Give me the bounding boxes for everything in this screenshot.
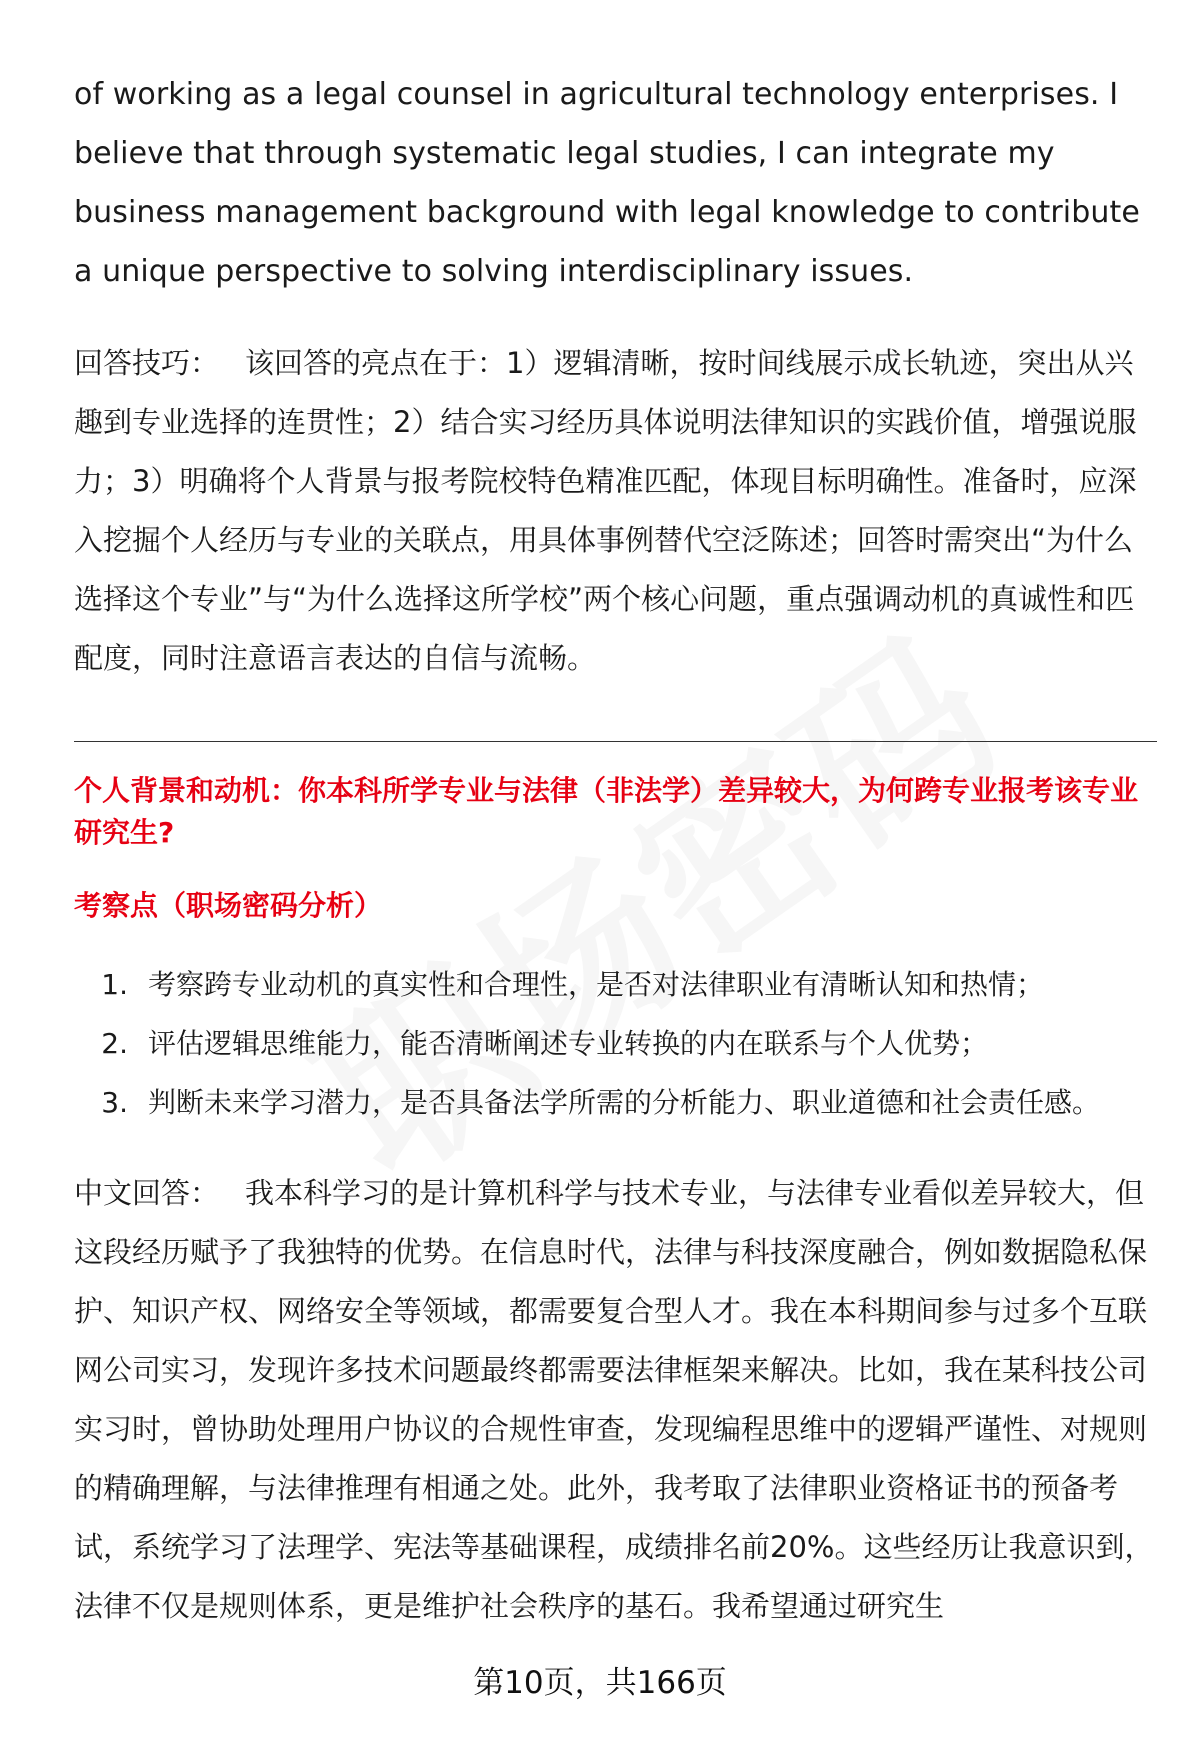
list-number: 3.	[101, 1086, 128, 1119]
list-number: 2.	[101, 1027, 128, 1060]
list-text: 评估逻辑思维能力，能否清晰阐述专业转换的内在联系与个人优势；	[148, 1027, 989, 1060]
list-number: 1.	[101, 968, 128, 1001]
english-answer-paragraph: of working as a legal counsel in agricultural technology enterprises. I believe that through systematic legal studies, I can integrate my business management background with legal knowledge to contribute a unique perspective to solving interdisciplinary issues.	[74, 77, 1140, 289]
answer-tips-paragraph	[74, 334, 1159, 688]
section-divider	[74, 741, 1157, 742]
tips-label: 回答技巧：	[74, 346, 220, 380]
list-item	[74, 1014, 1159, 1073]
list-item	[74, 1073, 1159, 1132]
page-number-footer: 第10页，共166页	[473, 1665, 727, 1701]
tips-text: 该回答的亮点在于：1）逻辑清晰，按时间线展示成长轨迹，突出从兴趣到专业选择的连贯性；2）结合实习经历具体说明法律知识的实践价值，增强说服力；3）明确将个人背景与报考院校特色精准匹配，体现目标明确性。准备时，应深入挖掘个人经历与专业的关联点，用具体事例替代空泛陈述；回答时需突出“为什么选择这个专业”与“为什么选择这所学校”两个核心问题，重点强调动机的真诚性和匹配度，同时注意语言表达的自信与流畅。	[74, 346, 1137, 675]
answer-text: 我本科学习的是计算机科学与技术专业，与法律专业看似差异较大，但这段经历赋予了我独特的优势。在信息时代，法律与科技深度融合，例如数据隐私保护、知识产权、网络安全等领域，都需要复合型人才。我在本科期间参与过多个互联网公司实习，发现许多技术问题最终都需要法律框架来解决。比如，我在某科技公司实习时，曾协助处理用户协议的合规性审查，发现编程思维中的逻辑严谨性、对规则的精确理解，与法律推理有相通之处。此外，我考取了法律职业资格证书的预备考试，系统学习了法理学、宪法等基础课程，成绩排名前20%。这些经历让我意识到，法律不仅是规则体系，更是维护社会秩序的基石。我希望通过研究生	[74, 1176, 1154, 1623]
question-heading: 个人背景和动机：你本科所学专业与法律（非法学）差异较大，为何跨专业报考该专业研究生?	[74, 774, 1139, 849]
list-item	[74, 955, 1159, 1014]
answer-label: 中文回答：	[74, 1176, 220, 1210]
assessment-heading: 考察点（职场密码分析）	[74, 889, 383, 922]
list-text: 考察跨专业动机的真实性和合理性，是否对法律职业有清晰认知和热情；	[148, 968, 1045, 1001]
assessment-points-list	[74, 955, 1159, 1132]
chinese-answer-paragraph	[74, 1164, 1159, 1636]
list-text: 判断未来学习潜力，是否具备法学所需的分析能力、职业道德和社会责任感。	[148, 1086, 1101, 1119]
